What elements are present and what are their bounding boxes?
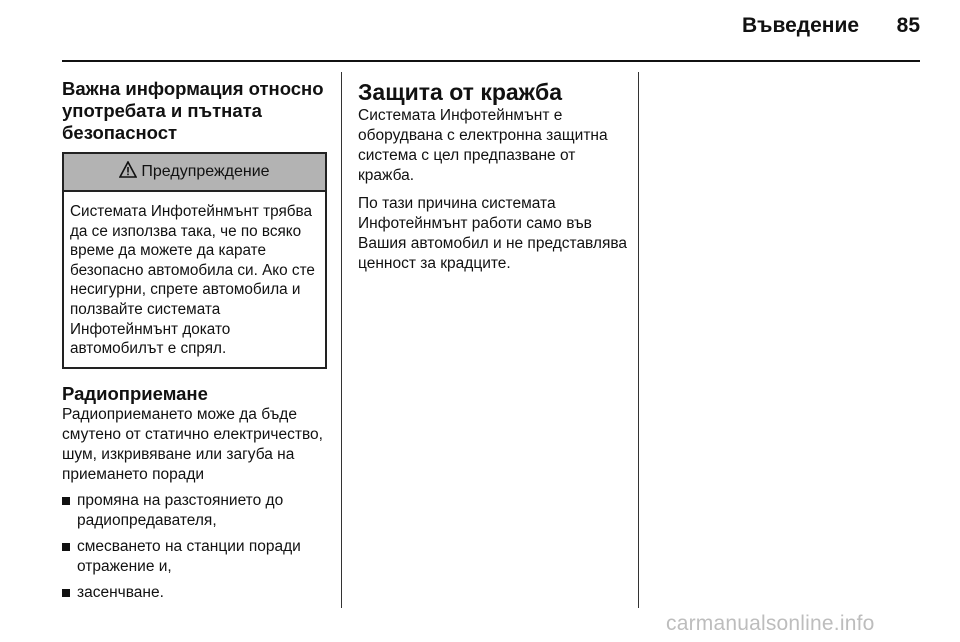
column-divider-right [638, 72, 639, 608]
watermark: carmanualsonline.info [666, 612, 875, 635]
list-item: засенчване. [62, 583, 324, 603]
middle-column [358, 78, 630, 274]
theft-heading: Защита от кражба [358, 79, 562, 105]
left-column [62, 78, 324, 609]
list-item: промяна на разстоянието до радиопредавателя, [62, 491, 324, 531]
header-divider [62, 60, 920, 62]
warning-triangle-icon [119, 161, 137, 183]
theft-text-1: Системата Инфотейнмънт е оборудвана с електронна защитна система с цел предпазване от кражба. [358, 107, 608, 184]
safety-heading: Важна информация относно употребата и пътната безопасност [62, 78, 324, 143]
bullet-square-icon [62, 543, 70, 551]
radio-bullet-list [62, 491, 324, 603]
warning-text: Системата Инфотейнмънт трябва да се използва така, че по всяко време да можете да карате безопасно автомобила си. Ако сте несигурни, спрете автомобила и ползвайте системата Инфотейнмънт докато автомобилът е спрял. [70, 203, 315, 358]
page-number: 85 [896, 14, 920, 37]
section-title: Въведение [742, 14, 860, 37]
column-divider-left [341, 72, 342, 608]
bullet-square-icon [62, 497, 70, 505]
warning-title: Предупреждение [141, 163, 270, 180]
bullet-square-icon [62, 589, 70, 597]
warning-header [64, 154, 325, 192]
theft-text-2: По тази причина системата Инфотейнмънт работи само във Вашия автомобил и не представлява ценност за крадците. [358, 195, 628, 272]
radio-heading: Радиоприемане [62, 382, 208, 404]
warning-box [62, 152, 327, 369]
list-item: смесването на станции поради отражение и, [62, 537, 324, 577]
radio-text: Радиоприемането може да бъде смутено от статично електричество, шум, изкривяване или загуба на приемането поради [62, 405, 323, 483]
